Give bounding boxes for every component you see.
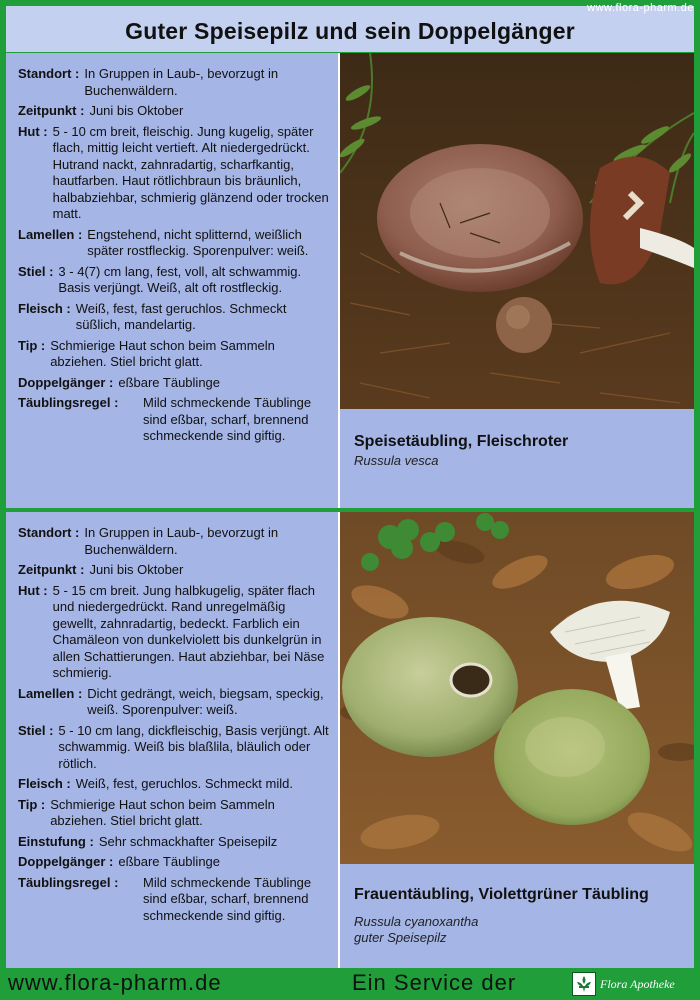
footer-service-text: Ein Service der (352, 970, 517, 995)
fleur-de-lis-icon (572, 972, 596, 996)
species-2-caption (340, 864, 694, 968)
species-2-description (6, 512, 338, 968)
doppelganger-text: eßbare Täublinge (118, 854, 221, 869)
stiel-label: Stiel : (18, 722, 54, 738)
species-1-caption (340, 409, 694, 508)
watermark-url: www.flora-pharm.de (587, 2, 694, 14)
fleisch-row (18, 776, 332, 793)
species-section-2 (6, 512, 694, 968)
hut-text: 5 - 10 cm breit, fleischig. Jung kugelig, später flach, mittig leicht vertieft. Alt niedergedrückt. Hutrand nackt, zahnradartig, scharfkantig, hautfarben. Haut rötlichbraun bis bräunlich, halbabziehbar, schmierig glänzend oder trocken matt. (52, 123, 329, 221)
species-2-common-name: Frauentäubling, Violettgrüner Täubling (354, 886, 649, 903)
taublingsregel-text: Mild schmeckende Täublinge sind eßbar, scharf, brennend schmeckende sind giftig. (143, 874, 312, 923)
tip-row (18, 338, 332, 371)
stiel-text: 5 - 10 cm lang, dickfleischig, Basis verjüngt. Alt schwammig. Weiß bis blaßlila, bläulich oder rötlich. (58, 722, 329, 771)
taublingsregel-label: Täublingsregel : (18, 874, 119, 890)
tip-text: Schmierige Haut schon beim Sammeln abziehen. Stiel bricht glatt. (50, 337, 275, 369)
species-2-latin-name: Russula cyanoxantha (354, 914, 479, 929)
lamellen-row (18, 686, 332, 719)
speisetaubling-photo (340, 53, 694, 409)
zeitpunkt-text: Juni bis Oktober (89, 103, 184, 118)
frauentaubling-photo (340, 512, 694, 864)
taublingsregel-text: Mild schmeckende Täublinge sind eßbar, scharf, brennend schmeckende sind giftig. (143, 395, 312, 443)
hut-row (18, 124, 332, 223)
taublingsregel-row (18, 875, 332, 925)
zeitpunkt-row (18, 562, 332, 579)
standort-row (18, 525, 332, 558)
standort-label: Standort : (18, 66, 80, 81)
fleisch-row (18, 301, 332, 334)
hut-text: 5 - 15 cm breit. Jung halbkugelig, später flach und niedergedrückt. Rand unregelmäßig gewellt, zahnradartig, bedeckt. Farblich ein Chamäleon von dunkelviolett bis dunkelgrün in allen Schattierungen. Haut abziehbar, bei Näse schmierig. (52, 582, 325, 680)
tip-label: Tip : (18, 337, 46, 353)
tip-text: Schmierige Haut schon beim Sammeln abziehen. Stiel bricht glatt. (50, 796, 275, 828)
zeitpunkt-label: Zeitpunkt : (18, 562, 85, 577)
lamellen-row (18, 227, 332, 260)
lamellen-label: Lamellen : (18, 226, 83, 242)
fleisch-label: Fleisch : (18, 776, 71, 791)
lamellen-label: Lamellen : (18, 685, 83, 701)
standort-row (18, 66, 332, 99)
species-1-latin-name: Russula vesca (354, 453, 439, 468)
einstufung-label: Einstufung : (18, 833, 94, 849)
doppelganger-row (18, 375, 332, 392)
stiel-label: Stiel : (18, 263, 54, 279)
hut-label: Hut : (18, 123, 48, 139)
zeitpunkt-label: Zeitpunkt : (18, 103, 85, 118)
lamellen-text: Engstehend, nicht splitternd, weißlich später rostfleckig. Sporenpulver: weiß. (87, 226, 309, 258)
lamellen-text: Dicht gedrängt, weich, biegsam, speckig, weiß. Sporenpulver: weiß. (87, 685, 324, 717)
species-1-description (6, 53, 338, 508)
standort-text: In Gruppen in Laub-, bevorzugt in Buchenwäldern. (84, 66, 279, 98)
species-section-1 (6, 53, 694, 508)
species-2-classification: guter Speisepilz (354, 930, 447, 945)
doppelganger-label: Doppelgänger : (18, 374, 114, 390)
species-1-common-name: Speisetäubling, Fleischroter (354, 433, 569, 450)
taublingsregel-row (18, 395, 332, 445)
hut-row (18, 583, 332, 682)
taublingsregel-label: Täublingsregel : (18, 395, 119, 410)
fleisch-text: Weiß, fest, fast geruchlos. Schmeckt süßlich, mandelartig. (75, 300, 287, 332)
doppelganger-row (18, 854, 332, 871)
logo-text: Flora Apotheke (600, 976, 675, 991)
doppelganger-text: eßbare Täublinge (118, 374, 221, 390)
stiel-row (18, 264, 332, 297)
fleisch-text: Weiß, fest, geruchlos. Schmeckt mild. (75, 776, 293, 791)
tip-label: Tip : (18, 796, 46, 812)
flora-apotheke-logo (572, 971, 694, 997)
footer-bar (0, 968, 700, 1000)
tip-row (18, 797, 332, 830)
page-title: Guter Speisepilz und sein Doppelgänger (125, 18, 575, 44)
fleisch-label: Fleisch : (18, 300, 71, 316)
standort-text: In Gruppen in Laub-, bevorzugt in Buchenwäldern. (84, 525, 279, 557)
zeitpunkt-row (18, 103, 332, 120)
standort-label: Standort : (18, 525, 80, 540)
zeitpunkt-text: Juni bis Oktober (89, 562, 184, 577)
einstufung-row (18, 834, 332, 851)
doppelganger-label: Doppelgänger : (18, 854, 114, 869)
stiel-row (18, 723, 332, 773)
stiel-text: 3 - 4(7) cm lang, fest, voll, alt schwammig. Basis verjüngt. Weiß, alt oft rostfleckig. (58, 263, 302, 295)
footer-url[interactable]: www.flora-pharm.de (8, 970, 222, 995)
hut-label: Hut : (18, 582, 48, 598)
einstufung-text: Sehr schmackhafter Speisepilz (98, 833, 278, 849)
